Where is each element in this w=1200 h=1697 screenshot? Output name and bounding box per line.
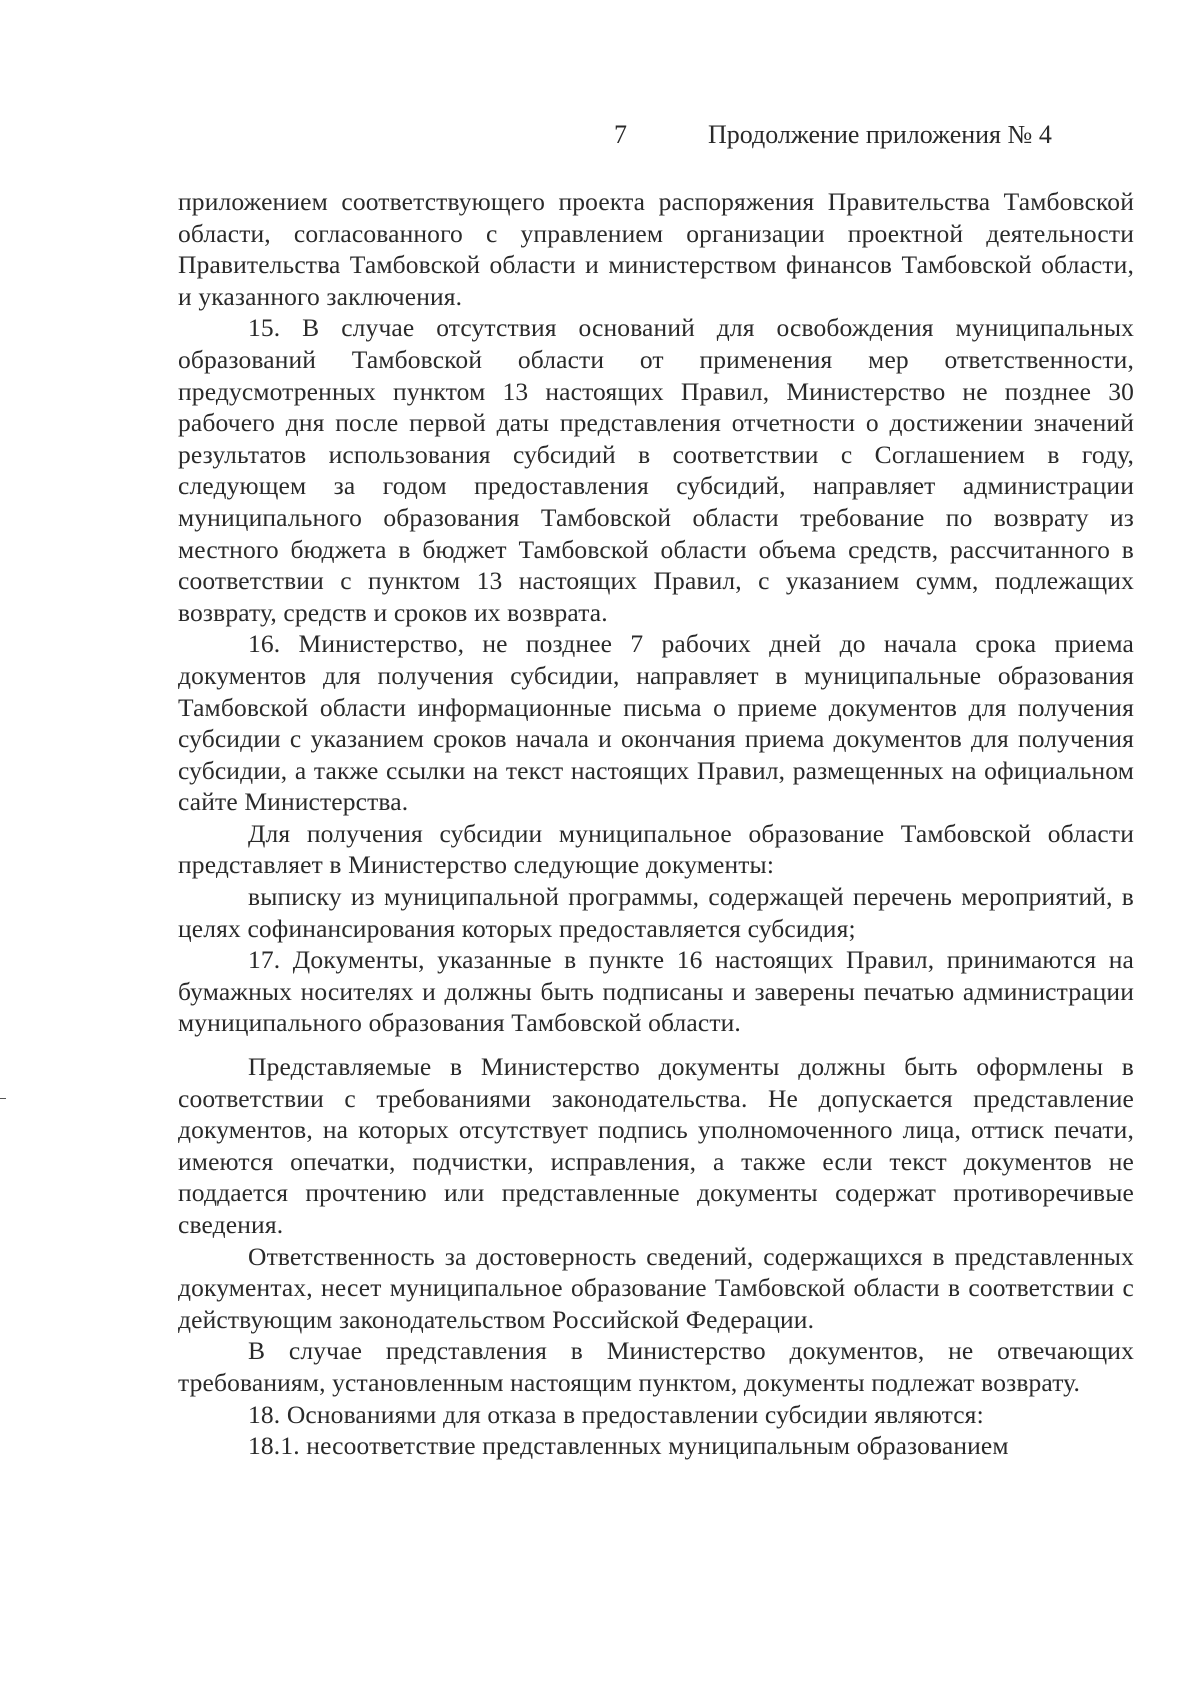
document-body: [178, 186, 1134, 1462]
paragraph-clause-16: 16. Министерство, не позднее 7 рабочих дней до начала срока приема документов для получения субсидии, направляет в муниципальные образования Тамбовской области информационные письма о приеме документов для получения субсидии с указанием сроков начала и окончания приема документов для получения субсидии, а также ссылки на текст настоящих Правил, размещенных на официальном сайте Министерства.: [178, 629, 1134, 817]
paragraph-program-extract: выписку из муниципальной программы, содержащей перечень мероприятий, в целях софинансирования которых предоставляется субсидия;: [178, 882, 1134, 943]
paragraph-documents-intro: Для получения субсидии муниципальное образование Тамбовской области представляет в Министерство следующие документы:: [178, 818, 1134, 880]
paragraph-clause-17: 17. Документы, указанные в пункте 16 настоящих Правил, принимаются на бумажных носителях и должны быть подписаны и заверены печатью администрации муниципального образования Тамбовской области.: [178, 945, 1134, 1038]
page-header: [0, 120, 1200, 156]
paragraph-clause-18-1: 18.1. несоответствие представленных муниципальным образованием: [248, 1431, 1009, 1461]
paragraph-clause-18: 18. Основаниями для отказа в предоставлении субсидии являются:: [248, 1399, 984, 1429]
page-number: 7: [614, 120, 627, 149]
paragraph-clause-15: 15. В случае отсутствия оснований для освобождения муниципальных образований Тамбовской области от применения мер ответственности, предусмотренных пунктом 13 настоящих Правил, Министерство не позднее 30 рабочего дня после первой даты представления отчетности о достижении значений результатов использования субсидий в соответствии с Соглашением в году, следующем за годом предоставления субсидий, направляет администрации муниципального образования Тамбовской области требование по возврату из местного бюджета в бюджет Тамбовской области объема средств, рассчитанного в соответствии с пунктом 13 настоящих Правил, с указанием сумм, подлежащих возврату, средств и сроков их возврата.: [178, 313, 1134, 627]
paragraph-responsibility: Ответственность за достоверность сведений, содержащихся в представленных документах, несет муниципальное образование Тамбовской области в соответствии с действующим законодательством Российской Федерации.: [178, 1241, 1134, 1334]
paragraph-return-documents: В случае представления в Министерство документов, не отвечающих требованиям, установленным настоящим пунктом, документы подлежат возврату.: [178, 1336, 1134, 1397]
paragraph-document-requirements: Представляемые в Министерство документы должны быть оформлены в соответствии с требованиями законодательства. Не допускается представление документов, на которых отсутствует подпись уполномоченного лица, оттиск печати, имеются опечатки, подчистки, исправления, а также если текст документов не поддается прочтению или представленные документы содержат противоречивые сведения.: [178, 1052, 1134, 1239]
scan-edge-mark: [0, 1098, 6, 1099]
appendix-continuation-title: Продолжение приложения № 4: [708, 120, 1052, 149]
paragraph-continuation: приложением соответствующего проекта распоряжения Правительства Тамбовской области, согласованного с управлением организации проектной деятельности Правительства Тамбовской области и министерством финансов Тамбовской области, и указанного заключения.: [178, 187, 1134, 311]
